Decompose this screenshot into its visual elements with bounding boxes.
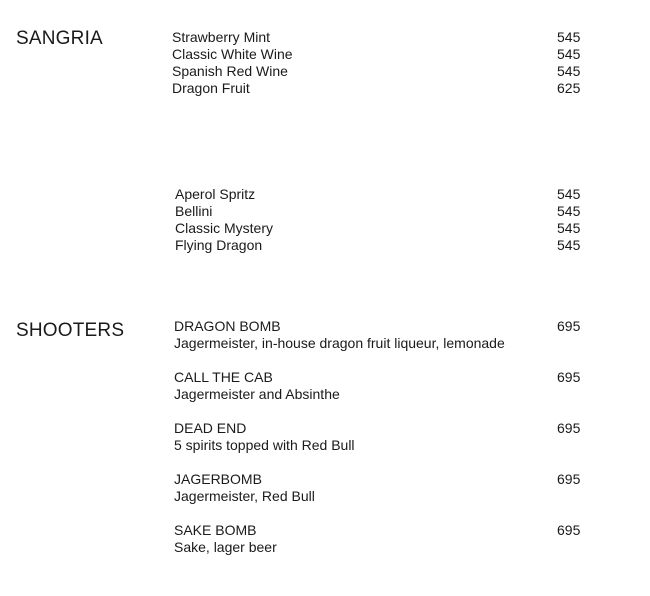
menu-item [174,420,355,454]
menu-item-name: CALL THE CAB [174,369,273,385]
menu-item-name: Classic Mystery [175,220,274,236]
menu-item-name: Strawberry Mint [172,29,271,45]
menu-item-price: 545 [557,220,581,236]
menu-item-price: 545 [557,63,581,79]
menu-item-price: 545 [557,29,581,45]
menu-item-description: 5 spirits topped with Red Bull [174,437,355,453]
menu-item-price: 625 [557,80,581,96]
menu-item [174,369,340,403]
menu-item-price: 545 [557,203,581,219]
menu-item-price: 695 [557,318,581,334]
menu-item-name: DEAD END [174,420,247,436]
menu-item-price: 695 [557,471,581,487]
menu-item [174,522,277,556]
menu-item-name: Classic White Wine [172,46,293,62]
menu-item [174,471,315,505]
menu-item-price: 545 [557,237,581,253]
menu-item-price: 545 [557,46,581,62]
menu-item-name: Flying Dragon [175,237,263,253]
menu-item-name: Dragon Fruit [172,80,250,96]
menu-item-name: Bellini [175,203,213,219]
menu-item [174,318,505,352]
menu-item-description: Jagermeister and Absinthe [174,386,340,402]
section-title-shooters: SHOOTERS [16,320,125,341]
menu-item-name: JAGERBOMB [174,471,262,487]
menu-item-description: Jagermeister, in-house dragon fruit liqueur, lemonade [174,335,505,351]
menu-item-name: Spanish Red Wine [172,63,288,79]
menu-item-name: Aperol Spritz [175,186,256,202]
menu-item-name: DRAGON BOMB [174,318,281,334]
menu-item-name: SAKE BOMB [174,522,257,538]
menu-item-price: 545 [557,186,581,202]
menu-item-price: 695 [557,369,581,385]
menu-item-description: Jagermeister, Red Bull [174,488,315,504]
section-title-sangria: SANGRIA [16,28,103,49]
menu-item-price: 695 [557,522,581,538]
menu-item-price: 695 [557,420,581,436]
menu-item-description: Sake, lager beer [174,539,277,555]
